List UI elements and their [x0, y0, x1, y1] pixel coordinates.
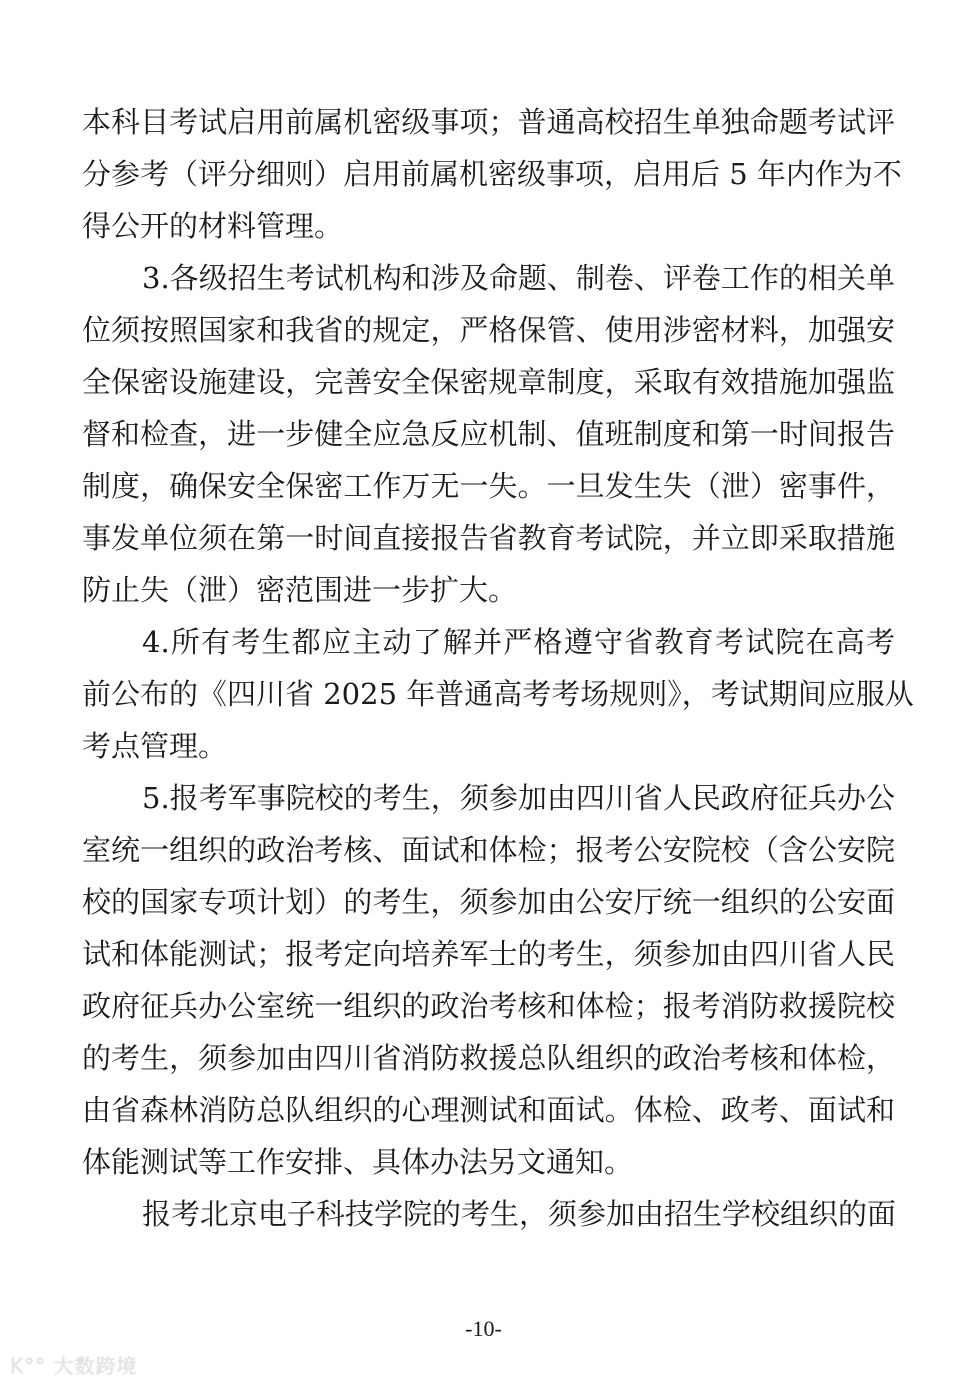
text-line: 事发单位须在第一时间直接报告省教育考试院，并立即采取措施 [82, 521, 895, 555]
text-line: 体能测试等工作安排、具体办法另文通知。 [82, 1145, 634, 1179]
text-line: 位须按照国家和我省的规定，严格保管、使用涉密材料，加强安 [82, 313, 895, 347]
text-line: 4.所有考生都应主动了解并严格遵守省教育考试院在高考 [142, 625, 895, 659]
page-number: -10- [465, 1316, 502, 1341]
text-line: 校的国家专项计划）的考生，须参加由公安厅统一组织的公安面 [82, 885, 895, 919]
text-line: 报考北京电子科技学院的考生，须参加由招生学校组织的面 [142, 1197, 897, 1231]
text-line: 本科目考试启用前属机密级事项；普通高校招生单独命题考试评 [82, 105, 895, 139]
text-line: 由省森林消防总队组织的心理测试和面试。体检、政考、面试和 [82, 1093, 895, 1127]
text-line: 得公开的材料管理。 [82, 209, 344, 243]
text-line: 制度，确保安全保密工作万无一失。一旦发生失（泄）密事件， [82, 469, 895, 503]
text-line: 全保密设施建设，完善安全保密规章制度，采取有效措施加强监 [82, 365, 895, 399]
text-line: 3.各级招生考试机构和涉及命题、制卷、评卷工作的相关单 [142, 261, 895, 295]
text-line: 试和体能测试；报考定向培养军士的考生，须参加由四川省人民 [82, 937, 895, 971]
text-line: 考点管理。 [82, 729, 228, 763]
text-line: 政府征兵办公室统一组织的政治考核和体检；报考消防救援院校 [82, 989, 895, 1023]
text-line: 防止失（泄）密范围进一步扩大。 [82, 573, 518, 607]
text-line: 分参考（评分细则）启用前属机密级事项，启用后 5 年内作为不 [82, 157, 902, 191]
text-line: 室统一组织的政治考核、面试和体检；报考公安院校（含公安院 [82, 833, 895, 867]
text-line: 督和检查，进一步健全应急反应机制、值班制度和第一时间报告 [82, 417, 895, 451]
document-body [82, 96, 914, 1240]
text-line: 的考生，须参加由四川省消防救援总队组织的政治考核和体检， [82, 1041, 895, 1075]
watermark-logo: K°° 大数跨境 [10, 1354, 138, 1378]
text-line: 5.报考军事院校的考生，须参加由四川省人民政府征兵办公 [142, 781, 895, 815]
text-line: 前公布的《四川省 2025 年普通高考考场规则》，考试期间应服从 [82, 677, 914, 711]
